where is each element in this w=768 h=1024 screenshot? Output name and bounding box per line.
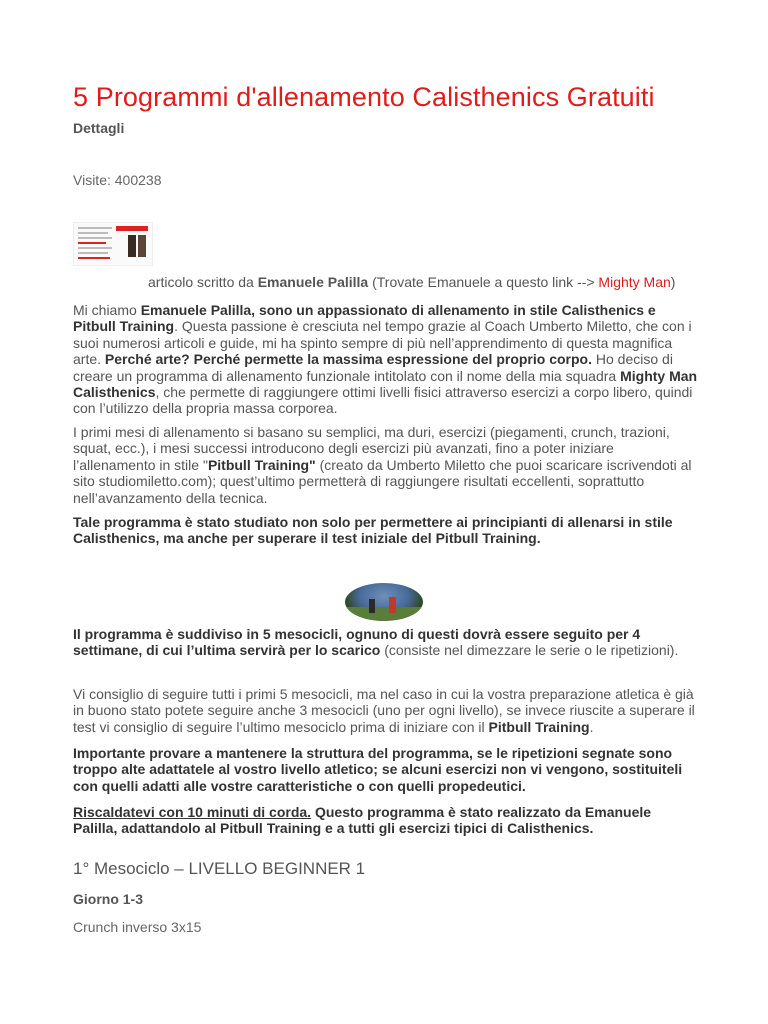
p5-text-a: Vi consiglio di seguire tutti i primi 5 mesocicli, ma nel caso in cui la vostra preparazione atletica è già in buono stato potete seguire anche 3 mesocicli (uno per ogni livello), se invece riuscite a superare il test vi consiglio di seguire l’ultimo mesociclo prima di iniziare con il (73, 686, 695, 735)
p5-text-c: . (589, 718, 594, 735)
p2-bold-b: Pitbull Training" (207, 456, 316, 473)
p2-text-c: (creato da Umberto Miletto che puoi scaricare iscrivendoti al sito studiomiletto.com); quest’ultimo permetterà di raggiungere risultati eccellenti, soprattutto nell’avanzamento della tecnica. (73, 456, 692, 506)
p2-text-a: I primi mesi di allenamento si basano su semplici, ma duri, esercizi (piegamenti, crunch, trazioni, squat, ecc.), i mesi successi introducono degli esercizi più avanzati, fino a poter iniziare l’allenamento in stile " (73, 424, 670, 473)
exercise-item: Crunch inverso 3x15 (73, 919, 202, 935)
p7-bold-b: Questo programma è stato realizzato da Emanuele Palilla, adattandolo al Pitbull Training e a tutti gli esercizi tipici di Calisthenics. (73, 804, 652, 837)
p1-text-a: Mi chiamo (73, 302, 141, 318)
article-title: 5 Programmi d'allenamento Calisthenics Gratuiti (73, 82, 655, 112)
article-thumbnail-image (73, 222, 153, 266)
p1-bold-f: Mighty Man Calisthenics (73, 367, 698, 401)
p1-text-e: Ho deciso di creare un programma di allenamento funzionale intitolato con il nome della mia squadra (73, 351, 673, 384)
p1-text-c: . Questa passione è cresciuta nel tempo grazie al Coach Umberto Miletto, che con i suoi numerosi articoli e guide, mi ha spinto sempre di più nell’apprendimento di questa magnifica arte. (73, 318, 692, 368)
byline-suffix: ) (670, 274, 676, 290)
p1-bold-d: Perché arte? Perché permette la massima espressione del proprio corpo. (104, 351, 592, 368)
mighty-man-link[interactable]: Mighty Man (598, 274, 671, 290)
mesocycle-heading: 1° Mesociclo – LIVELLO BEGINNER 1 (73, 859, 366, 878)
p1-bold-b: Emanuele Palilla, sono un appassionato di allenamento in stile Calisthenics e Pitbull Training (73, 302, 656, 335)
byline-prefix: articolo scritto da (148, 274, 258, 290)
byline (148, 274, 675, 290)
visit-count: Visite: 400238 (73, 172, 162, 188)
p5-bold-b: Pitbull Training (488, 718, 590, 735)
training-paragraph (73, 424, 698, 506)
important-paragraph (73, 745, 698, 794)
warmup-underlined: Riscaldatevi con 10 minuti di corda. (73, 804, 312, 820)
byline-middle: (Trovate Emanuele a questo link --> (368, 274, 599, 290)
author-name: Emanuele Palilla (257, 274, 369, 290)
p4-bold-a: Il programma è suddiviso in 5 mesocicli, ognuno di questi dovrà essere seguito per 4 settimane, di cui l’ultima servirà per lo scarico (73, 626, 641, 659)
advice-paragraph (73, 686, 698, 735)
p6-bold: Importante provare a mantenere la struttura del programma, se le ripetizioni segnate sono troppo alte adattatele al vostro livello atletico; se alcuni esercizi non vi vengono, sostituiteli con quelli adatti alle vostre caratteristiche o con quelli propedeutici. (73, 745, 683, 794)
p4-text-b: (consiste nel dimezzare le serie o le ripetizioni). (380, 642, 679, 659)
structure-paragraph (73, 626, 698, 659)
warmup-paragraph (73, 804, 698, 837)
details-label[interactable]: Dettagli (73, 120, 125, 136)
p1-text-g: , che permette di raggiungere ottimi livelli fisici attraverso esercizi a corpo libero, quindi con l’utilizzo della propria massa corporea. (73, 384, 693, 417)
day-heading: Giorno 1-3 (73, 891, 144, 907)
training-photo (345, 583, 423, 621)
intro-paragraph (73, 302, 698, 417)
goal-paragraph (73, 514, 698, 547)
p3-bold: Tale programma è stato studiato non solo per permettere ai principianti di allenarsi in stile Calisthenics, ma anche per superare il test iniziale del Pitbull Training. (73, 514, 673, 547)
